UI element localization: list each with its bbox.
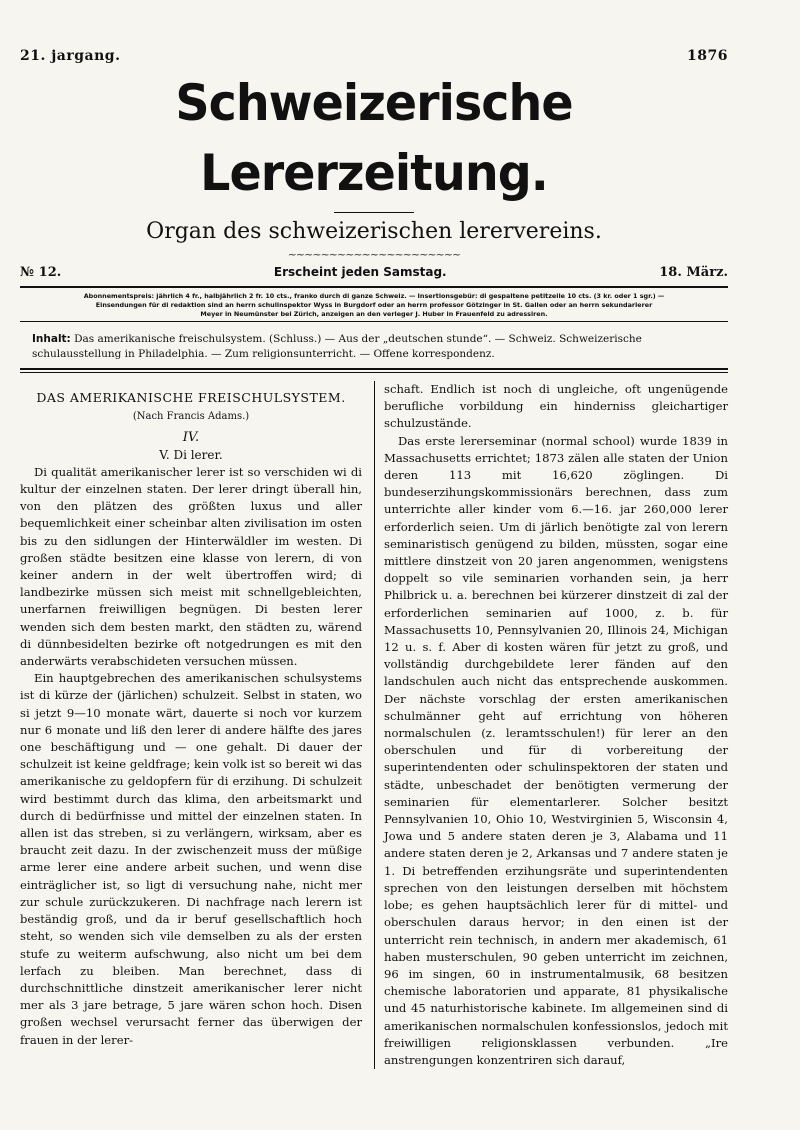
subscription-line: Abonnementspreis: jährlich 4 fr., halbjährlich 2 fr. 10 cts., franko durch di ganze Schweiz. — Insertionsgebür: di gespaltene petitzeile 10 cts. (3 kr. oder 1 sgr.) — — [83, 292, 665, 300]
paragraph: Ein hauptgebrechen des amerikanischen schulsystems ist di kürze der (järlichen) schulzeit. Selbst in staten, wo si jetzt 9—10 monate wärt, dauerte si noch vor kurzem nur 6 monate und liß den lerer di andere hälfte des jares one beschäftigung und — one gehalt. Di dauer der schulzeit ist keine geldfrage; kein volk ist so bereit wi das amerikanische zu geldopfern für di erzihung. Di schulzeit wird bestimmt durch das klima, den arbeitsmarkt und durch di bedürfnisse und mittel der einzelnen staten. In allen ist das streben, si zu verlängern, wirksam, aber es braucht zeit dazu. In der zwischenzeit muss der müßige arme lerer eine andere arbeit suchen, und wenn dise einträglicher ist, so ligt di versuchung nahe, nicht mer zur schule zurückzukeren. Di nachfrage nach lerern ist beständig groß, und da ir beruf gesellschaftlich hoch steht, so wenden sich vile demselben zu als der ersten stufe zu weiterm aufschwung, also nicht um bei dem lerfach zu bleiben. Man berechnet, dass di durchschnittliche dinstzeit amerikanischer lerer nicht mer als 3 jare betrage, 5 jare wären schon hoch. Disen großen wechsel verursacht ferner das überwigen der frauen in der lerer- — [20, 671, 362, 1047]
column-divider — [374, 381, 375, 1069]
paragraph: Di qualität amerikanischer lerer ist so verschiden wi di kultur der einzelnen staten. Der lerer dringt überall hin, von den plätzen des größten luxus und aller bequemlichkeit einer scheinbar alten zivilisation im osten bis zu den sidlungen der Hinterwäldler im westen. Di großen städte besitzen eine klasse von lerern, di von keiner andern in der welt übertroffen wird; di landbezirke müssen sich meist mit schnellgebleichten, unerfarnen freiwilligen begnügen. Di besten lerer wenden sich dem besten markt, den städten zu, wärend di dünnbesidelten bezirke oft notgedrungen es mit den anderwärts verabschideten versuchen müssen. — [20, 464, 362, 669]
ornament-divider: ~~~~~~~~~~~~~~~~~~~~~ — [287, 248, 461, 261]
volume-label: 21. jargang. — [20, 48, 121, 64]
subscription-line: Meyer in Neumünster bei Zürich, anzeigen an den verleger J. Huber in Frauenfeld zu adressiren. — [200, 310, 548, 318]
issue-row — [20, 265, 728, 280]
issue-number: № 12. — [20, 265, 62, 280]
publication-schedule: Erscheint jeden Samstag. — [273, 265, 447, 279]
article-title: DAS AMERIKANISCHE FREISCHULSYSTEM. — [36, 390, 346, 405]
subscription-line: Einsendungen für di redaktion sind an herrn schulinspektor Wyss in Burgdorf oder an herrn professor Götzinger in St. Gallen oder an herrn sekundarlerer — [95, 301, 653, 309]
article-part: IV. — [182, 430, 200, 446]
masthead-subtitle: Organ des schweizerischen lerervereins. — [146, 219, 602, 244]
left-column — [20, 381, 362, 1049]
right-column — [384, 381, 728, 1069]
contents-rule-thin — [20, 372, 728, 373]
subscription-info — [20, 292, 728, 319]
issue-date: 18. März. — [659, 265, 728, 280]
article-byline: (Nach Francis Adams.) — [132, 411, 250, 423]
masthead-title: Schweizerische Lererzeitung. — [175, 74, 573, 202]
article-columns — [20, 381, 728, 1081]
paragraph: Das erste lererseminar (normal school) wurde 1839 in Massachusetts errichtet; 1873 zälen alle staten der Union deren 113 mit 16,620 zöglingen. Di bundeserzihungskommissionärs berechnen, dass zum unterrichte aller kinder vom 6.—16. jar 260,000 lerer erforderlich seien. Um di järlich benötigte zal von lerern seminaristisch genügend zu bilden, müssten, sogar eine mittlere dinstzeit von 20 jaren angenommen, wenigstens doppelt so vile seminarien vorhanden sein, ja herr Philbrick u. a. berechnen bei kürzerer dinstzeit di zal der erforderlichen seminarien auf 1000, z. b. für Massachusetts 10, Pennsylvanien 20, Illinois 24, Michigan 12 u. s. f. Aber di kosten wären für jetzt zu groß, und vollständig durchgebildete lerer fänden auf den landschulen auch nicht das entsprechende auskommen. Der nächste vorschlag der ersten amerikanischen schulmänner geht auf errichtung von höheren normalschulen (z. leramtsschulen!) für lerer an den oberschulen und für di vorbereitung der superintendenten oder schulinspektoren der staten und städte, unbeschadet der benötigten vermerung der seminarien für elementarlerer. Solcher besitzt Pennsylvanien 10, Ohio 10, Westvirginien 5, Wisconsin 4, Jowa und 5 andere staten deren je 3, Alabama und 11 andere staten deren je 2, Arkansas und 7 andere staten je 1. Di betreffenden erzihungsräte und superintendenten sprechen von den leistungen derselben mit höchstem lobe; es gehen hauptsächlich lerer für di mittel- und oberschulen daraus hervor; in den einen ist der unterricht rein technisch, in andern mer akademisch, 61 haben musterschulen, 90 geben unterricht im zeichnen, 96 im singen, 60 in instrumentalmusik, 68 besitzen chemische laboratorien und apparate, 81 physikalische und 45 naturhistorische kabinete. Im allgemeinen sind di amerikanischen normalschulen konfessionslos, jedoch mit freiwilligen religionsklassen verbunden. „Ire anstrengungen konzentriren sich darauf, — [384, 433, 728, 1067]
newspaper-page — [20, 48, 728, 1081]
contents-text: Das amerikanische freischulsystem. (Schluss.) — Aus der „deutschen stunde“. — Schweiz. Schweizerische schulausstellung in Philadelphia. — Zum religionsunterricht. — Offene korrespondenz. — [32, 333, 642, 360]
contents-label: Inhalt: — [32, 333, 71, 345]
section-heading: V. Di lerer. — [159, 447, 223, 462]
top-row — [20, 48, 728, 64]
header-rule — [20, 286, 728, 288]
subscription-rule — [20, 321, 728, 322]
masthead-rule — [334, 212, 414, 213]
contents-rule — [20, 368, 728, 370]
table-of-contents — [20, 332, 728, 362]
paragraph: schaft. Endlich ist noch di ungleiche, oft ungenügende berufliche vorbildung ein hinderniss gleichartiger schulzustände. — [384, 382, 728, 431]
year-label: 1876 — [687, 48, 728, 64]
